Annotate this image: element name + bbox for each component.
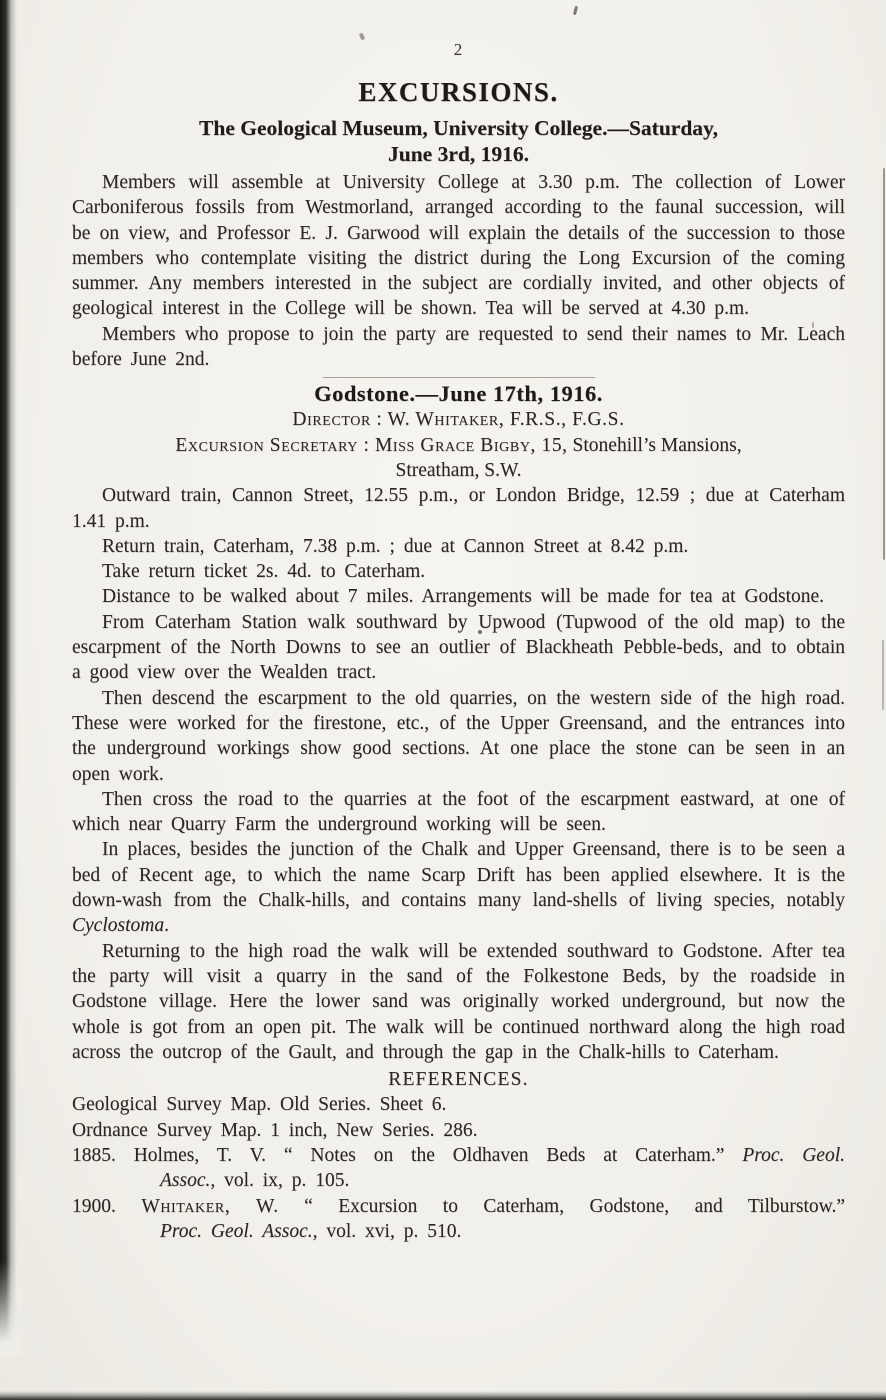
reference-1900-year: 1900. — [72, 1195, 116, 1217]
scan-edge-right-lower — [882, 640, 884, 710]
reference-ordnance-survey: Ordnance Survey Map. 1 inch, New Series. 286. — [72, 1119, 478, 1141]
secretary-line — [72, 433, 845, 458]
reference-1885-volume: vol. ix, p. 105. — [224, 1170, 350, 1192]
page-title: EXCURSIONS. — [358, 77, 559, 107]
reference-1885-line2 — [160, 1168, 845, 1193]
scan-edge-left — [0, 0, 17, 1352]
reference-1900-author: Whitaker, W. — [141, 1195, 279, 1217]
reference-1885-journal: Proc. Geol. — [742, 1144, 845, 1166]
excursion1-paragraph-assemble: Members will assemble at University College at 3.30 p.m. The collection of Lower Carboniferous fossils from Westmorland, arranged according to the faunal succession, will be on view, and Professor E. J. Garwood will explain the details of the succession to those members who contemplate visiting the district during the Long Excursion of the coming summer. Any members interested in the subject are cordially invited, and other objects of geological interest in the College will be shown. Tea will be served at 4.30 p.m. — [72, 172, 845, 320]
reference-1885-title: “ Notes on the Oldhaven Beds at Caterham.” — [283, 1144, 725, 1166]
return-train-paragraph: Return train, Caterham, 7.38 p.m. ; due at Cannon Street at 8.42 p.m. — [102, 535, 689, 557]
reference-1900-volume: vol. xvi, p. 510. — [326, 1220, 462, 1242]
excursion1-title-line2: June 3rd, 1916. — [388, 142, 529, 166]
route-from-caterham-paragraph: From Caterham Station walk southward by Upwood (Tupwood of the old map) to the escarpment of the North Downs to see an outlier of Blackheath Pebble-beds, and to obtain a good view over the Wealden tract. — [72, 611, 845, 684]
excursion2-title: Godstone.—June 17th, 1916. — [314, 381, 603, 407]
page-content — [72, 0, 845, 1244]
section-divider-rule — [323, 377, 595, 378]
distance-paragraph: Distance to be walked about 7 miles. Arrangements will be made for tea at Godstone. — [102, 586, 825, 608]
reference-1885-year: 1885. — [72, 1144, 116, 1166]
excursion1-paragraph-names: Members who propose to join the party are requested to send their names to Mr. Leach before June 2nd. — [72, 323, 845, 371]
scarp-drift-text: In places, besides the junction of the Chalk and Upper Greensand, there is to be seen a bed of Recent age, to which the name Scarp Drift has been applied elsewhere. It is the down-wash from the Chalk-hills, and contains many land-shells of living species, notably — [72, 839, 845, 912]
return-ticket-paragraph: Take return ticket 2s. 4d. to Caterham. — [102, 561, 426, 583]
scan-edge-left-fade — [0, 1262, 22, 1357]
reference-geological-survey: Geological Survey Map. Old Series. Sheet 6. — [72, 1094, 447, 1116]
descend-escarpment-paragraph: Then descend the escarpment to the old quarries, on the western side of the high road. These were worked for the firestone, etc., of the Upper Greensand, and the entrances into the underground workings show good sections. At one place the stone can be seen in an open work. — [72, 687, 845, 785]
page-number: 2 — [453, 40, 464, 59]
reference-1885-journal-cont: Assoc., — [160, 1170, 216, 1192]
scan-edge-right — [883, 168, 885, 560]
outward-train-paragraph: Outward train, Cannon Street, 12.55 p.m., or London Bridge, 12.59 ; due at Caterham 1.41 p.m. — [72, 485, 845, 532]
scan-edge-bottom — [0, 1391, 886, 1400]
director-line: Director : W. Whitaker, F.R.S., F.G.S. — [292, 409, 625, 431]
excursion1-title-line1: The Geological Museum, University College.—Saturday, — [199, 116, 718, 140]
cyclostoma-italic: Cyclostoma — [72, 915, 165, 937]
reference-1885-author: Holmes, T. V. — [133, 1144, 267, 1166]
reference-1900-line2 — [160, 1219, 845, 1244]
reference-1900-line1 — [72, 1194, 845, 1219]
cross-road-paragraph: Then cross the road to the quarries at the foot of the escarpment eastward, at one of which near Quarry Farm the underground working will be seen. — [72, 788, 845, 836]
returning-paragraph: Returning to the high road the walk will be extended southward to Godstone. After tea the party will visit a quarry in the sand of the Folkestone Beds, by the roadside in Godstone village. Here the lower sand was originally worked underground, but now the whole is got from an open pit. The walk will be continued northward along the high road across the outcrop of the Gault, and through the gap in the Chalk-hills to Caterham. — [72, 940, 845, 1063]
scarp-drift-paragraph — [72, 837, 845, 938]
reference-1900-title: “ Excursion to Caterham, Godstone, and Tilburstow.” — [304, 1195, 846, 1217]
scarp-drift-period: . — [164, 915, 169, 937]
reference-1885-line1 — [72, 1143, 845, 1168]
secretary-smallcaps: Excursion Secretary : Miss Grace Bigby, 15, — [175, 434, 568, 456]
reference-1900-journal: Proc. Geol. Assoc., — [160, 1220, 318, 1242]
references-heading: REFERENCES. — [388, 1069, 529, 1091]
secretary-line2: Streatham, S.W. — [395, 459, 522, 481]
secretary-address: Stonehill’s Mansions, — [567, 434, 742, 456]
